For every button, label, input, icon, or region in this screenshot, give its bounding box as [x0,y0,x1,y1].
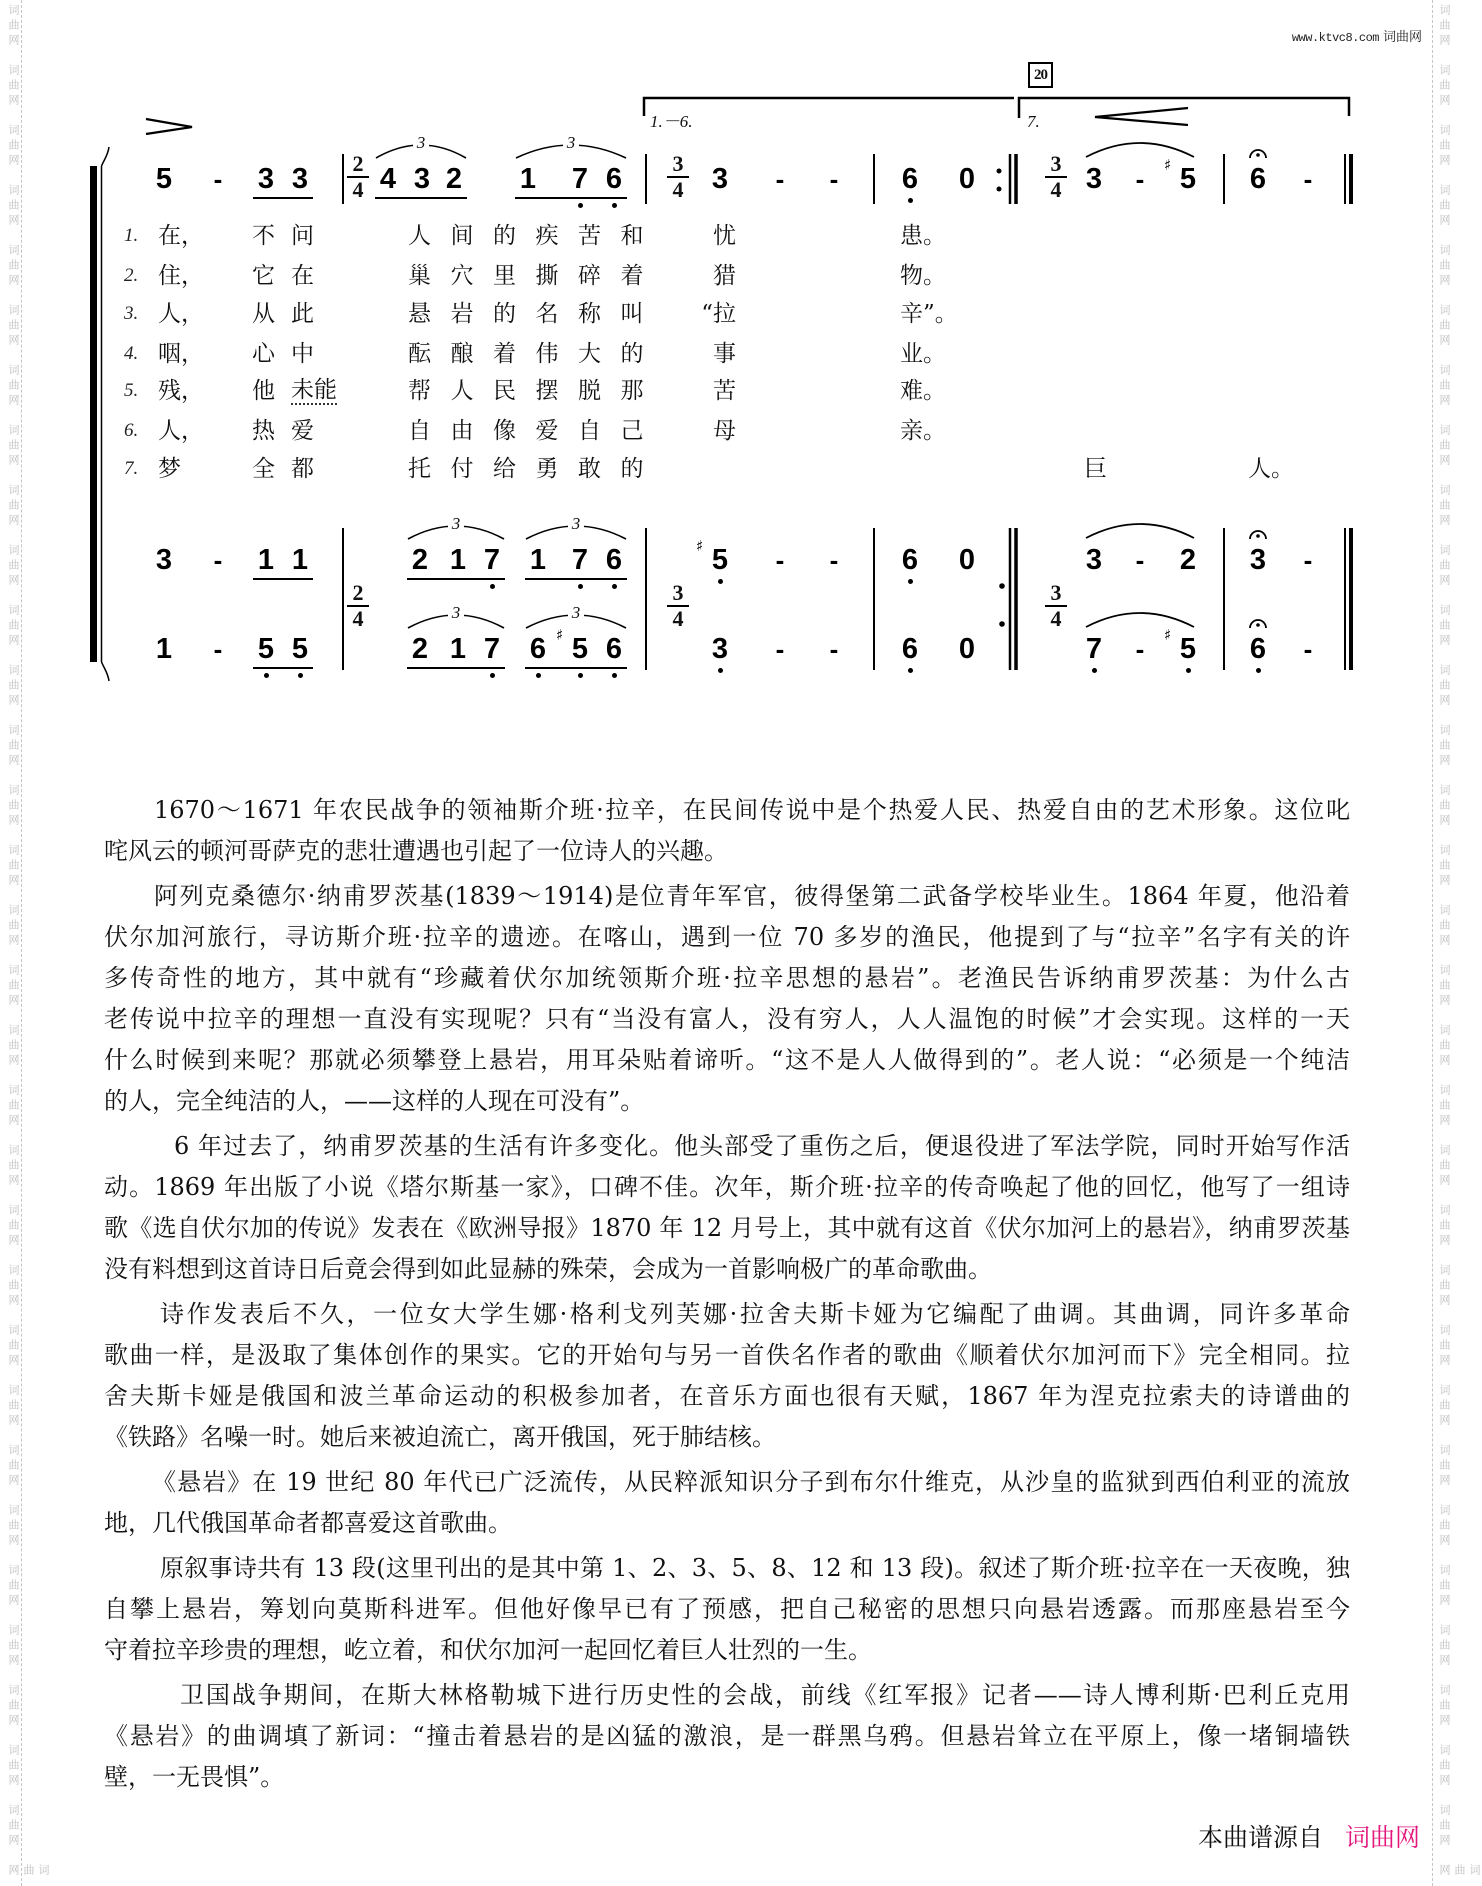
side-watermark-text: 词曲网 [1438,484,1451,529]
lyric-syllable: 托付给勇敢的 [408,456,663,482]
side-watermark-text: 词曲网 [7,1864,50,1879]
note-digit: 6 [529,633,547,665]
side-watermark-text: 词曲网 [1438,364,1451,409]
note-digit: 2 [411,633,429,665]
note-digit: 4 [379,163,397,195]
side-watermark-text: 词曲网 [1438,1324,1451,1369]
triplet-number: 3 [568,515,584,533]
text-line: 歌《选自伏尔加的传说》发表在《欧洲导报》1870 年 12 月号上，其中就有这首《伏尔加河上的悬岩》，纳甫罗茨基 [104,1214,1350,1242]
lyric-syllable: 患。 [900,223,946,249]
time-signature-denominator: 4 [672,606,684,631]
verse-number: 5. [124,380,139,401]
lower-octave-dot [612,673,617,678]
lyric-syllable: 酝酿着伟大的 [408,341,663,367]
side-watermark-text: 词曲网 [7,1804,20,1849]
sustain-dash: - [1303,164,1313,194]
text-line: 的人，完全纯洁的人，——这样的人现在可没有”。 [104,1087,645,1115]
lyric-syllable: 人， [158,418,204,444]
side-watermark-text: 词曲网 [7,964,20,1009]
note-digit: 6 [901,163,919,195]
note-digit: 6 [1249,633,1267,665]
lyric-syllable: 在， [158,223,204,249]
lyric-syllable: 未能 [291,377,337,403]
time-signature-numerator: 3 [672,580,684,605]
lyric-syllable: 中 [291,341,314,367]
lower-octave-dot [1256,668,1261,673]
text-line: 地，几代俄国革命者都喜爱这首歌曲。 [104,1509,512,1537]
paragraph [104,1548,1350,1671]
note-digit: 7 [1085,633,1103,665]
lower-octave-dot [578,203,583,208]
lower-octave-dot [490,673,495,678]
fermata-dot [1256,534,1260,538]
site-url: www.ktvc8.com [1291,31,1379,45]
slur-arc [1086,613,1194,627]
side-watermark-text: 词曲网 [1438,904,1451,949]
note-digit: 7 [571,544,589,576]
verse-number: 4. [124,343,139,364]
note-digit: 0 [958,633,976,665]
verse-number: 2. [124,265,139,286]
lower-octave-dot [612,584,617,589]
side-watermark-text: 词曲网 [1438,64,1451,109]
time-signature [345,152,371,202]
note-digit: 1 [449,633,467,665]
lower-octave-dot [536,673,541,678]
side-watermark-text: 词曲网 [7,1624,20,1669]
note-digit: 1 [519,163,537,195]
side-watermark-text: 词曲网 [1438,1084,1451,1129]
fermata-dot [1256,623,1260,627]
time-signature-denominator: 4 [352,606,364,631]
lyric-syllable: 难。 [900,378,946,404]
note-digit: 6 [605,544,623,576]
side-watermark-text: 词曲网 [1438,304,1451,349]
sustain-dash: - [1135,164,1145,194]
lower-octave-dot [908,198,913,203]
lyric-syllable: 心 [252,341,275,367]
lower-octave-dot [264,673,269,678]
sustain-dash: - [829,634,839,664]
text-line: 卫国战争期间，在斯大林格勒城下进行历史性的会战，前线《红军报》记者——诗人博利斯·巴利丘克用 [180,1681,1350,1709]
text-line: 歌曲一样，是汲取了集体创作的果实。它的开始句与另一首佚名作者的歌曲《顺着伏尔加河而下》完全相同。拉 [104,1341,1350,1369]
side-watermark-text: 词曲网 [1438,1504,1451,1549]
lyric-syllable: 全 [252,456,275,482]
slur-arc [1086,524,1194,538]
side-watermark-text: 词曲网 [1438,724,1451,769]
triplet-number: 3 [448,515,464,533]
repeat-dot [997,169,1002,174]
numbered-score [0,0,1452,700]
text-line: 1670～1671 年农民战争的领袖斯介班·拉辛，在民间传说中是个热爱人民、热爱自由的艺术形象。这位叱 [154,796,1350,824]
lyric-syllable: 人。 [1248,456,1294,482]
time-signature-numerator: 2 [352,151,364,176]
side-watermark-text: 词曲网 [7,1384,20,1429]
lyric-syllable: 人， [158,301,204,327]
text-line: 什么时候到来呢？那就必须攀登上悬岩，用耳朵贴着谛听。“这不是人人做得到的”。老人说：“必须是一个纯洁 [104,1046,1350,1074]
note-digit: 3 [413,163,431,195]
lyric-syllable: 苦 [713,378,736,404]
text-line: 6 年过去了，纳甫罗茨基的生活有许多变化。他头部受了重伤之后，便退役进了军法学院，同时开始写作活 [174,1132,1350,1160]
side-watermark-text: 词曲网 [1438,1864,1481,1879]
side-watermark-text: 词曲网 [1438,1744,1451,1789]
note-digit: 1 [529,544,547,576]
source-label: 本曲谱源自 [1198,1823,1324,1852]
note-digit: 6 [1249,163,1267,195]
note-digit: 3 [291,163,309,195]
text-line: 咤风云的顿河哥萨克的悲壮遭遇也引起了一位诗人的兴趣。 [104,837,728,865]
text-line: 阿列克桑德尔·纳甫罗茨基(1839～1914)是位青年军官，彼得堡第二武备学校毕业生。1864 年夏，他沿着 [154,882,1350,910]
time-signature [345,581,371,631]
text-line: 伏尔加河旅行，寻访斯介班·拉辛的遗迹。在喀山，遇到一位 70 多岁的渔民，他提到了与“拉辛”名字有关的许 [104,923,1350,951]
first-ending-bracket [644,98,1014,116]
slur-arc [1086,143,1194,157]
site-name: 词曲网 [1382,30,1422,45]
text-line: 《铁路》名噪一时。她后来被迫流亡，离开俄国，死于肺结核。 [104,1423,776,1451]
paragraph [104,790,1350,872]
note-digit: 5 [571,633,589,665]
lyric-syllable: 梦 [158,456,181,482]
lyric-syllable: 人间的疾苦和 [408,223,663,249]
lower-octave-dot [1186,668,1191,673]
lyric-syllable: 它 [252,263,275,289]
verse-number: 6. [124,420,139,441]
side-watermark-text: 词曲网 [7,1324,20,1369]
lyric-syllable: 自由像爱自己 [408,418,663,444]
note-digit: 1 [449,544,467,576]
text-line: 老传说中拉辛的理想一直没有实现呢？只有“当没有富人，没有穷人，人人温饱的时候”才会实现。这样的一天 [104,1005,1350,1033]
side-watermark-text: 词曲网 [7,1264,20,1309]
side-watermark-text: 词曲网 [1438,1444,1451,1489]
lower-octave-dot [490,584,495,589]
side-watermark-text: 词曲网 [1438,1624,1451,1669]
crescendo-hairpin [1095,108,1188,125]
note-digit: 3 [1249,544,1267,576]
lyric-syllable: 都 [291,456,314,482]
time-signature [1043,581,1069,631]
text-line: 动。1869 年出版了小说《塔尔斯基一家》，口碑不佳。次年，斯介班·拉辛的传奇唤起了他的回忆，他写了一组诗 [104,1173,1350,1201]
side-watermark-text: 词曲网 [7,424,20,469]
note-digit: 7 [571,163,589,195]
triplet-number: 3 [568,604,584,622]
side-watermark-text: 词曲网 [7,484,20,529]
side-watermark-text: 词曲网 [1438,124,1451,169]
note-digit: 1 [291,544,309,576]
lower-octave-dot [578,673,583,678]
note-digit: 5 [711,544,729,576]
verse-number: 1. [124,225,139,246]
lyric-syllable: 此 [291,301,314,327]
time-signature [665,152,691,202]
text-line: 诗作发表后不久，一位女大学生娜·格利戈列芙娜·拉舍夫斯卡娅为它编配了曲调。其曲调，同许多革命 [160,1300,1350,1328]
sharp-accidental: ♯ [556,626,564,644]
sustain-dash: - [1135,634,1145,664]
side-watermark-text: 词曲网 [7,1564,20,1609]
lyric-syllable: 在 [291,263,314,289]
sharp-accidental: ♯ [1164,156,1172,174]
text-line: 多传奇性的地方，其中就有“珍藏着伏尔加统领斯介班·拉辛思想的悬岩”。老渔民告诉纳甫罗茨基：为什么古 [104,964,1350,992]
side-watermark-text: 词曲网 [1438,1384,1451,1429]
note-digit: 7 [483,633,501,665]
time-signature-numerator: 3 [672,151,684,176]
lyric-syllable: 忧 [713,223,736,249]
lyric-syllable: 猎 [713,263,736,289]
note-digit: 6 [901,633,919,665]
paragraph [104,876,1350,1122]
lyric-syllable: 巨 [1084,456,1107,482]
side-watermark-text: 词曲网 [1438,1204,1451,1249]
note-digit: 3 [1085,544,1103,576]
note-digit: 6 [605,163,623,195]
lower-octave-dot [612,203,617,208]
note-digit: 3 [257,163,275,195]
sustain-dash: - [775,634,785,664]
note-digit: 1 [155,633,173,665]
lyric-syllable: 物。 [900,263,946,289]
note-digit: 5 [155,163,173,195]
time-signature-numerator: 2 [352,580,364,605]
time-signature-numerator: 3 [1050,151,1062,176]
side-watermark-text: 词曲网 [7,244,20,289]
side-watermark-text: 词曲网 [7,664,20,709]
lyric-syllable: 母 [713,418,736,444]
triplet-number: 3 [448,604,464,622]
note-digit: 3 [155,544,173,576]
lower-octave-dot [908,668,913,673]
repeat-dot [999,583,1005,589]
side-watermark-text: 词曲网 [1438,4,1451,49]
side-watermark-text: 词曲网 [1438,244,1451,289]
lyric-syllable: 亲。 [900,418,946,444]
repeat-dot [997,187,1002,192]
source-credit [1198,1818,1420,1854]
fermata-dot [1256,153,1260,157]
side-watermark-text: 词曲网 [7,124,20,169]
sustain-dash: - [1303,545,1313,575]
side-watermark-text: 词曲网 [7,1144,20,1189]
lyric-syllable: “拉 [701,301,736,327]
lyric-syllable: 爱 [291,418,314,444]
bracket-top-curl [102,147,110,166]
sustain-dash: - [1303,634,1313,664]
sharp-accidental: ♯ [1164,626,1172,644]
side-watermark-text: 词曲网 [1438,1684,1451,1729]
note-digit: 6 [605,633,623,665]
side-watermark-text: 词曲网 [7,844,20,889]
sustain-dash: - [213,545,223,575]
lyric-syllable: 咽， [158,341,204,367]
side-watermark-text: 词曲网 [1438,1024,1451,1069]
lyric-syllable: 不 [252,223,275,249]
note-digit: 3 [711,633,729,665]
side-watermark-text: 词曲网 [7,784,20,829]
lyric-syllable: 辛”。 [900,301,958,327]
second-ending-label: 7. [1027,112,1040,131]
side-watermark-text: 词曲网 [1438,664,1451,709]
note-digit: 3 [1085,163,1103,195]
side-watermark-text: 词曲网 [1438,964,1451,1009]
text-line: 自攀上悬岩，筹划向莫斯科进军。但他好像早已有了预感，把自己秘密的思想只向悬岩透露。而那座悬岩至今 [104,1595,1350,1623]
lyric-syllable: 他 [252,378,275,404]
side-watermark-text: 词曲网 [1438,1564,1451,1609]
system-bracket-bar [90,166,97,662]
text-line: 没有料想到这首诗日后竟会得到如此显赫的殊荣，会成为一首影响极广的革命歌曲。 [104,1255,992,1283]
lyric-syllable: 残， [158,378,204,404]
sharp-accidental: ♯ [696,537,704,555]
side-watermark-text: 词曲网 [7,184,20,229]
sustain-dash: - [213,634,223,664]
lyric-syllable: 事 [713,341,736,367]
note-digit: 0 [958,544,976,576]
paragraph [104,1126,1350,1290]
article-body [104,790,1350,1802]
note-digit: 2 [411,544,429,576]
side-watermark-text: 词曲网 [7,4,20,49]
side-watermark-text: 词曲网 [7,64,20,109]
side-watermark-text: 词曲网 [1438,604,1451,649]
side-watermark-text: 词曲网 [1438,544,1451,589]
note-digit: 6 [901,544,919,576]
side-watermark-text: 词曲网 [1438,1804,1451,1849]
lyric-syllable: 住， [158,263,204,289]
side-watermark-text: 词曲网 [7,904,20,949]
triplet-number: 3 [563,134,579,152]
text-line: 壁，一无畏惧”。 [104,1763,285,1791]
note-digit: 5 [1179,163,1197,195]
side-watermark-text: 词曲网 [7,604,20,649]
time-signature [1043,152,1069,202]
note-digit: 7 [483,544,501,576]
side-watermark-text: 词曲网 [7,364,20,409]
time-signature-denominator: 4 [1050,606,1062,631]
side-watermark-text: 词曲网 [7,1684,20,1729]
side-watermark-text: 词曲网 [7,724,20,769]
first-ending-label: 1.－6. [650,112,693,131]
text-line: 《悬岩》的曲调填了新词：“撞击着悬岩的是凶猛的激浪，是一群黑乌鸦。但悬岩耸立在平原上，像一堵铜墙铁 [104,1722,1350,1750]
sustain-dash: - [829,164,839,194]
note-digit: 3 [711,163,729,195]
rehearsal-mark: 20 [1028,62,1053,88]
time-signature-denominator: 4 [672,177,684,202]
triplet-number: 3 [413,134,429,152]
side-watermark-text: 词曲网 [7,1024,20,1069]
text-line: 原叙事诗共有 13 段(这里刊出的是其中第 1、2、3、5、8、12 和 13 段)。叙述了斯介班·拉辛在一天夜晚，独 [160,1554,1350,1582]
side-watermark-text: 词曲网 [1438,424,1451,469]
sustain-dash: - [1135,545,1145,575]
note-digit: 2 [445,163,463,195]
side-watermark-text: 词曲网 [7,304,20,349]
lower-octave-dot [908,579,913,584]
source-site-link[interactable]: 词曲网 [1345,1823,1421,1852]
sustain-dash: - [775,164,785,194]
side-watermark-text: 词曲网 [1438,784,1451,829]
note-digit: 5 [257,633,275,665]
paragraph [104,1675,1350,1798]
side-watermark-text: 词曲网 [7,544,20,589]
note-digit: 1 [257,544,275,576]
note-digit: 2 [1179,544,1197,576]
side-watermark-text: 词曲网 [1438,1144,1451,1189]
lyric-syllable: 问 [291,223,314,249]
time-signature-denominator: 4 [1050,177,1062,202]
side-watermark-text: 词曲网 [1438,1264,1451,1309]
note-digit: 5 [291,633,309,665]
time-signature-denominator: 4 [352,177,364,202]
bracket-bottom-curl [102,662,110,681]
accent-hairpin [146,119,192,134]
text-line: 舍夫斯卡娅是俄国和波兰革命运动的积极参加者，在音乐方面也很有天赋，1867 年为涅克拉索夫的诗谱曲的 [104,1382,1350,1410]
lyric-syllable: 从 [252,301,275,327]
lower-octave-dot [718,668,723,673]
lyric-syllable: 业。 [900,341,946,367]
sustain-dash: - [775,545,785,575]
lower-octave-dot [1092,668,1097,673]
side-watermark-text: 词曲网 [1438,844,1451,889]
text-line: 守着拉辛珍贵的理想，屹立着，和伏尔加河一起回忆着巨人壮烈的一生。 [104,1636,872,1664]
note-digit: 0 [958,163,976,195]
lower-octave-dot [298,673,303,678]
time-signature [665,581,691,631]
side-watermark-text: 词曲网 [7,1504,20,1549]
side-watermark-text: 词曲网 [7,1744,20,1789]
sustain-dash: - [213,164,223,194]
verse-number: 3. [124,303,139,324]
side-watermark-text: 词曲网 [7,1084,20,1129]
side-watermark-text: 词曲网 [1438,184,1451,229]
lyric-syllable: 悬岩的名称叫 [408,301,663,327]
verse-number: 7. [124,458,139,479]
sustain-dash: - [829,545,839,575]
lyric-syllable: 帮人民摆脱那 [408,378,663,404]
paragraph [104,1294,1350,1458]
repeat-dot [999,621,1005,627]
text-line: 《悬岩》在 19 世纪 80 年代已广泛流传，从民粹派知识分子到布尔什维克，从沙皇的监狱到西伯利亚的流放 [152,1468,1350,1496]
time-signature-numerator: 3 [1050,580,1062,605]
lower-octave-dot [718,579,723,584]
note-digit: 5 [1179,633,1197,665]
lyric-syllable: 热 [252,418,275,444]
side-watermark-text: 词曲网 [7,1444,20,1489]
side-watermark-text: 词曲网 [7,1204,20,1249]
lyric-syllable: 巢穴里撕碎着 [408,263,663,289]
paragraph [104,1462,1350,1544]
lower-octave-dot [578,584,583,589]
